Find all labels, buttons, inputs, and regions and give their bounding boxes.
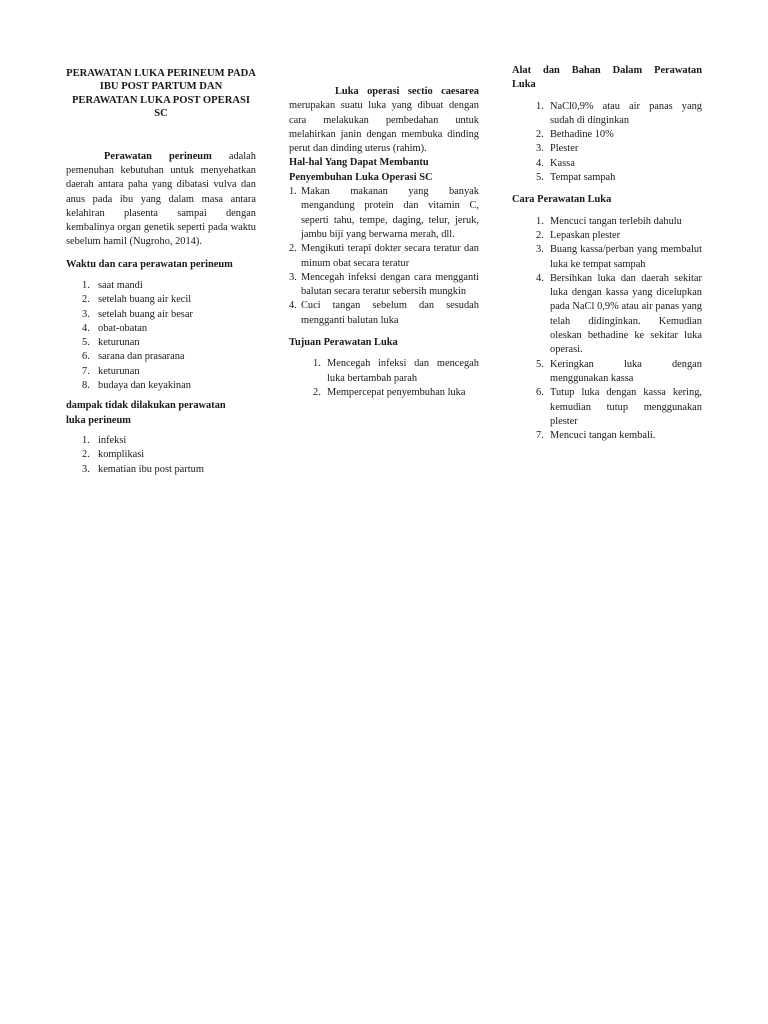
dampak-heading: dampak tidak dilakukan perawatan luka perineum: [66, 400, 226, 426]
list-item: 4. Bersihkan luka dan daerah sekitar luka dengan kassa yang dicelupkan pada NaCl 0,9% atau air panas yang telah didinginkan. Kemudian oleskan bethadine ke sekitar luka operasi.: [536, 272, 702, 356]
list-item: 5. Tempat sampah: [536, 172, 616, 184]
list-item: 1. Mencuci tangan terlebih dahulu: [536, 215, 682, 227]
list-item: 1. NaCl0,9% atau air panas yang sudah di dinginkan: [536, 100, 702, 126]
column-right: [512, 64, 702, 443]
column-left: [66, 64, 256, 477]
halhal-list: [289, 185, 479, 328]
list-item: 2. komplikasi: [82, 449, 145, 461]
list-item: 2. Mempercepat penyembuhan luka: [313, 386, 466, 398]
list-item: 5. keturunan: [82, 337, 140, 349]
list-item: 3. Buang kassa/perban yang membalut luka ke tempat sampah: [536, 244, 702, 270]
dampak-list: [66, 434, 256, 477]
perineum-definition-text: adalah pemenuhan kebutuhan untuk menyehatkan daerah antara paha yang dibatasi vulva dan anus pada ibu yang dalam masa antara kelahiran plasenta sampai dengan kembalinya organ genetik seperti pada waktu sebelum hamil (Nugroho, 2014).: [66, 150, 256, 248]
list-item: 4. obat-obatan: [82, 322, 148, 334]
list-item: 1. infeksi: [82, 434, 127, 446]
document-title: PERAWATAN LUKA PERINEUM PADA IBU POST PARTUM DAN PERAWATAN LUKA POST OPERASI SC: [66, 68, 256, 120]
halhal-heading: Hal-hal Yang Dapat Membantu Penyembuhan Luka Operasi SC: [289, 157, 433, 183]
list-item: 2. setelah buang air kecil: [82, 294, 192, 306]
list-item: 6. Tutup luka dengan kassa kering, kemudian tutup menggunakan plester: [536, 387, 702, 427]
sc-term: Luka operasi sectio caesarea: [335, 86, 479, 97]
perineum-term: Perawatan perineum: [104, 150, 212, 162]
sc-definition-text: merupakan suatu luka yang dibuat dengan cara melakukan pembedahan untuk melahirkan janin dengan membuka dinding perut dan dinding uterus (rahim).: [289, 100, 479, 155]
list-item: 6. sarana dan prasarana: [82, 351, 185, 363]
cara-list: [512, 215, 702, 444]
sc-definition: [289, 85, 479, 156]
cara-heading: Cara Perawatan Luka: [512, 194, 612, 206]
alat-heading: Alat dan Bahan Dalam Perawatan Luka: [512, 65, 702, 91]
column-middle: [289, 85, 479, 400]
waktu-heading: Waktu dan cara perawatan perineum: [66, 258, 233, 270]
list-item: 3. Plester: [536, 143, 579, 155]
list-item: 8. budaya dan keyakinan: [82, 380, 191, 392]
list-item: 1. saat mandi: [82, 280, 143, 291]
list-item: 2. Mengikuti terapi dokter secara teratur dan minum obat secara teratur: [289, 243, 479, 269]
list-item: 4. Cuci tangan sebelum dan sesudah mengganti balutan luka: [289, 300, 479, 326]
list-item: 3. Mencegah infeksi dengan cara mengganti balutan secara teratur sebersih mungkin: [289, 271, 479, 298]
tujuan-heading: Tujuan Perawatan Luka: [289, 337, 398, 349]
alat-list: [512, 100, 702, 186]
list-item: 7. Mencuci tangan kembali.: [536, 430, 656, 442]
list-item: 7. keturunan: [82, 365, 140, 377]
tujuan-list: [289, 357, 479, 400]
list-item: 4. Kassa: [536, 157, 575, 169]
list-item: 2. Bethadine 10%: [536, 129, 614, 141]
list-item: 3. setelah buang air besar: [82, 308, 193, 320]
waktu-list: [66, 279, 256, 393]
list-item: 2. Lepaskan plester: [536, 229, 621, 241]
perineum-definition: [66, 150, 256, 250]
list-item: 1. Mencegah infeksi dan mencegah luka bertambah parah: [313, 358, 479, 384]
list-item: 5. Keringkan luka dengan menggunakan kassa: [536, 358, 702, 384]
list-item: 3. kematian ibu post partum: [82, 463, 204, 475]
list-item: 1. Makan makanan yang banyak mengandung protein dan vitamin C, seperti tahu, tempe, daging, telur, jeruk, jambu biji yang berwarna merah, dll.: [289, 186, 479, 240]
